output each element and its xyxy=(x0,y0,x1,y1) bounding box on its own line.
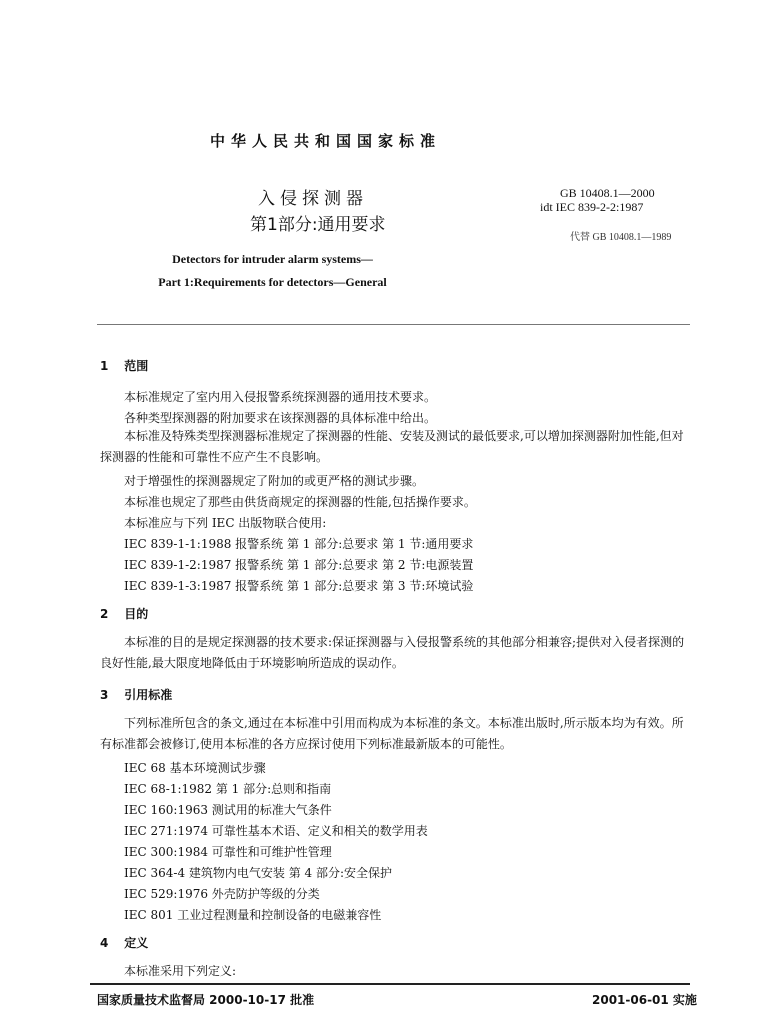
reference-item: IEC 271:1974 可靠性基本术语、定义和相关的数学用表 xyxy=(124,824,428,838)
reference-item: IEC 364-4 建筑物内电气安装 第 4 部分:安全保护 xyxy=(124,866,393,880)
implemented-date: 2001-06-01 实施 xyxy=(592,993,697,1007)
section-title: 引用标准 xyxy=(124,688,173,702)
section-title: 定义 xyxy=(124,936,149,950)
section-number: 1 xyxy=(100,359,109,373)
title-cn-line-1: 入侵探测器 xyxy=(258,189,368,209)
reference-item: IEC 160:1963 测试用的标准大气条件 xyxy=(124,803,332,817)
title-cn-line-2: 第1部分:通用要求 xyxy=(250,215,386,235)
standard-idt: idt IEC 839-2-2:1987 xyxy=(540,200,644,214)
section-4-heading xyxy=(100,934,148,951)
reference-item: IEC 839-1-3:1987 报警系统 第 1 部分:总要求 第 3 节:环境试验 xyxy=(124,579,474,593)
reference-item: IEC 801 工业过程测量和控制设备的电磁兼容性 xyxy=(124,908,382,922)
section-3-heading xyxy=(100,686,172,703)
section-2-heading xyxy=(100,605,148,622)
section-title: 范围 xyxy=(124,359,149,373)
paragraph: 本标准及特殊类型探测器标准规定了探测器的性能、安装及测试的最低要求,可以增加探测器附加性能,但对探测器的性能和可靠性不应产生不良影响。 xyxy=(100,429,684,464)
standard-number: GB 10408.1—2000 xyxy=(560,186,655,200)
issued-date: 国家质量技术监督局 2000-10-17 批准 xyxy=(97,993,315,1007)
section-number: 4 xyxy=(100,936,109,950)
reference-item: IEC 839-1-2:1987 报警系统 第 1 部分:总要求 第 2 节:电源装置 xyxy=(124,558,474,572)
paragraph: 本标准规定了室内用入侵报警系统探测器的通用技术要求。 xyxy=(124,390,437,404)
paragraph: 本标准采用下列定义: xyxy=(124,964,237,978)
reference-item: IEC 68-1:1982 第 1 部分:总则和指南 xyxy=(124,782,332,796)
reference-item: IEC 300:1984 可靠性和可维护性管理 xyxy=(124,845,332,859)
footer-divider xyxy=(90,983,690,985)
paragraph: 下列标准所包含的条文,通过在本标准中引用而构成为本标准的条文。本标准出版时,所示版本均为有效。所有标准都会被修订,使用本标准的各方应探讨使用下列标准最新版本的可能性。 xyxy=(100,716,684,751)
title-en-line-2: Part 1:Requirements for detectors—General xyxy=(158,275,387,289)
title-en-line-1: Detectors for intruder alarm systems— xyxy=(172,252,373,266)
reference-item: IEC 68 基本环境测试步骤 xyxy=(124,761,266,775)
paragraph: 各种类型探测器的附加要求在该探测器的具体标准中给出。 xyxy=(124,411,437,425)
paragraph: 本标准也规定了那些由供货商规定的探测器的性能,包括操作要求。 xyxy=(124,495,476,509)
header-divider xyxy=(97,324,690,325)
national-standard-heading: 中华人民共和国国家标准 xyxy=(210,132,442,150)
standard-replaces: 代替 GB 10408.1—1989 xyxy=(570,232,672,243)
section-title: 目的 xyxy=(124,607,149,621)
reference-item: IEC 529:1976 外壳防护等级的分类 xyxy=(124,887,320,901)
section-number: 2 xyxy=(100,607,109,621)
reference-item: IEC 839-1-1:1988 报警系统 第 1 部分:总要求 第 1 节:通用要求 xyxy=(124,537,474,551)
paragraph: 本标准的目的是规定探测器的技术要求:保证探测器与入侵报警系统的其他部分相兼容;提供对入侵者探测的良好性能,最大限度地降低由于环境影响所造成的误动作。 xyxy=(100,635,685,670)
section-number: 3 xyxy=(100,688,109,702)
paragraph: 本标准应与下列 IEC 出版物联合使用: xyxy=(124,516,327,530)
paragraph: 对于增强性的探测器规定了附加的或更严格的测试步骤。 xyxy=(124,474,425,488)
section-1-heading xyxy=(100,357,148,374)
